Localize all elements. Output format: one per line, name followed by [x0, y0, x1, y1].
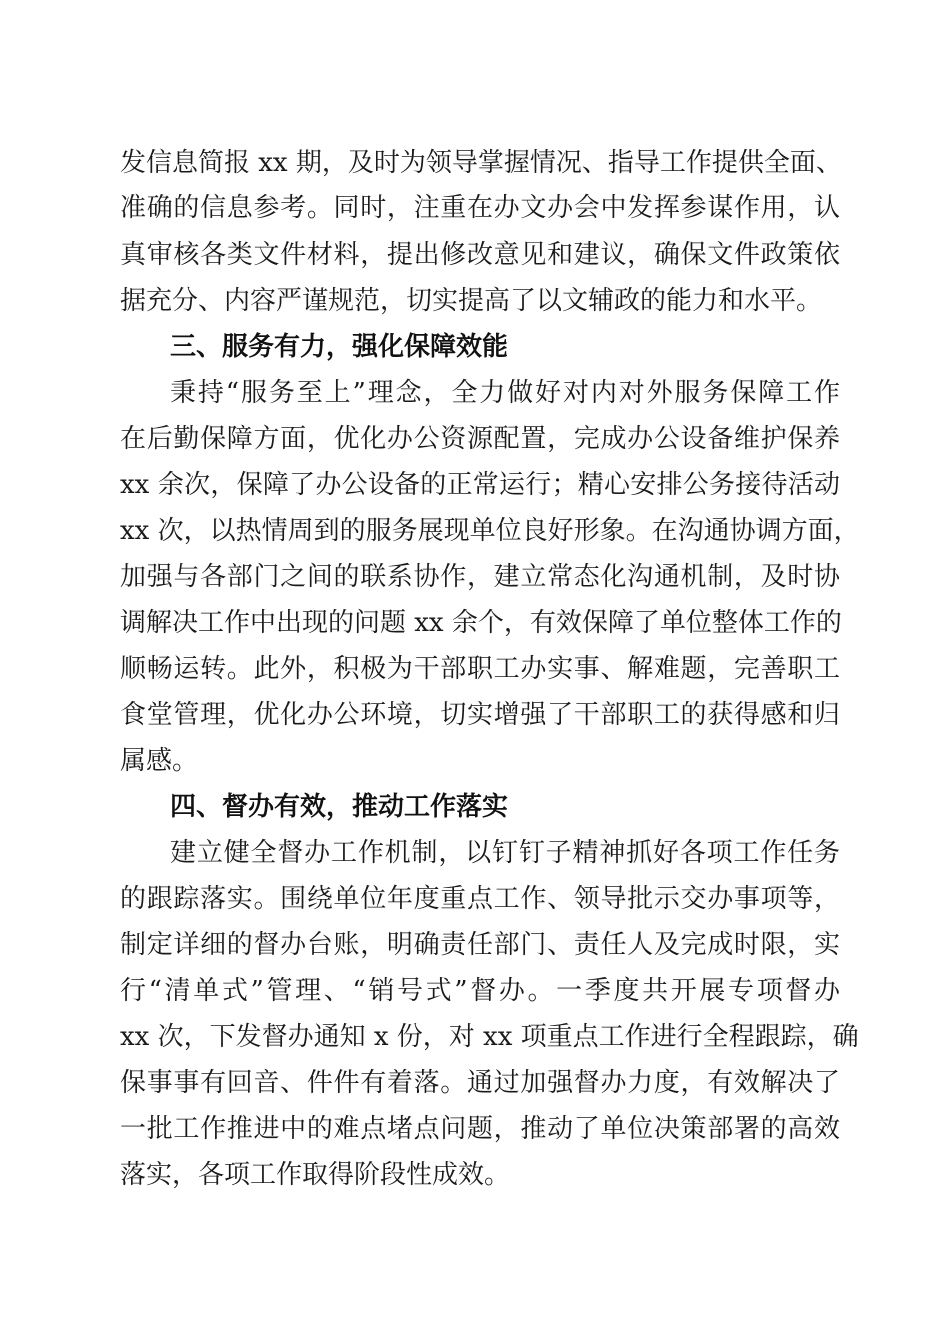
paragraph-line: 据充分、内容严谨规范，切实提高了以文辅政的能力和水平。 [120, 286, 823, 316]
paragraph-line: 加强与各部门之间的联系协作，建立常态化沟通机制，及时协 [120, 562, 840, 592]
paragraph-line: 发信息简报 xx 期，及时为领导掌握情况、指导工作提供全面、 [120, 148, 842, 178]
paragraph-line: 秉持“服务至上”理念，全力做好对内对外服务保障工作 [170, 378, 840, 408]
paragraph-line: xx 次，下发督办通知 x 份，对 xx 项重点工作进行全程跟踪，确 [120, 1022, 859, 1052]
paragraph-line: 保事事有回音、件件有着落。通过加强督办力度，有效解决了 [120, 1068, 840, 1098]
paragraph-line: 的跟踪落实。围绕单位年度重点工作、领导批示交办事项等， [120, 884, 840, 914]
paragraph-line: 行“清单式”管理、“销号式”督办。一季度共开展专项督办 [120, 976, 840, 1006]
paragraph-line: 一批工作推进中的难点堵点问题，推动了单位决策部署的高效 [120, 1114, 840, 1144]
paragraph-line: 准确的信息参考。同时，注重在办文办会中发挥参谋作用，认 [120, 193, 840, 223]
paragraph-line: 调解决工作中出现的问题 xx 余个，有效保障了单位整体工作的 [120, 608, 842, 638]
paragraph-line: 真审核各类文件材料，提出修改意见和建议，确保文件政策依 [120, 240, 840, 270]
paragraph-line: 落实，各项工作取得阶段性成效。 [120, 1160, 511, 1190]
paragraph-line: 制定详细的督办台账，明确责任部门、责任人及完成时限，实 [120, 930, 840, 960]
paragraph-line: xx 余次，保障了办公设备的正常运行；精心安排公务接待活动 [120, 470, 840, 500]
paragraph-line: 食堂管理，优化办公环境，切实增强了干部职工的获得感和归 [120, 700, 840, 730]
paragraph-line: 顺畅运转。此外，积极为干部职工办实事、解难题，完善职工 [120, 654, 840, 684]
section-heading-4: 四、督办有效，推动工作落实 [170, 792, 509, 822]
paragraph-line: 建立健全督办工作机制，以钉钉子精神抓好各项工作任务 [170, 838, 840, 868]
paragraph-line: 在后勤保障方面，优化办公资源配置，完成办公设备维护保养 [120, 424, 840, 454]
section-heading-3: 三、服务有力，强化保障效能 [170, 332, 509, 362]
paragraph-line: xx 次，以热情周到的服务展现单位良好形象。在沟通协调方面， [120, 516, 860, 546]
paragraph-line: 属感。 [120, 746, 199, 776]
